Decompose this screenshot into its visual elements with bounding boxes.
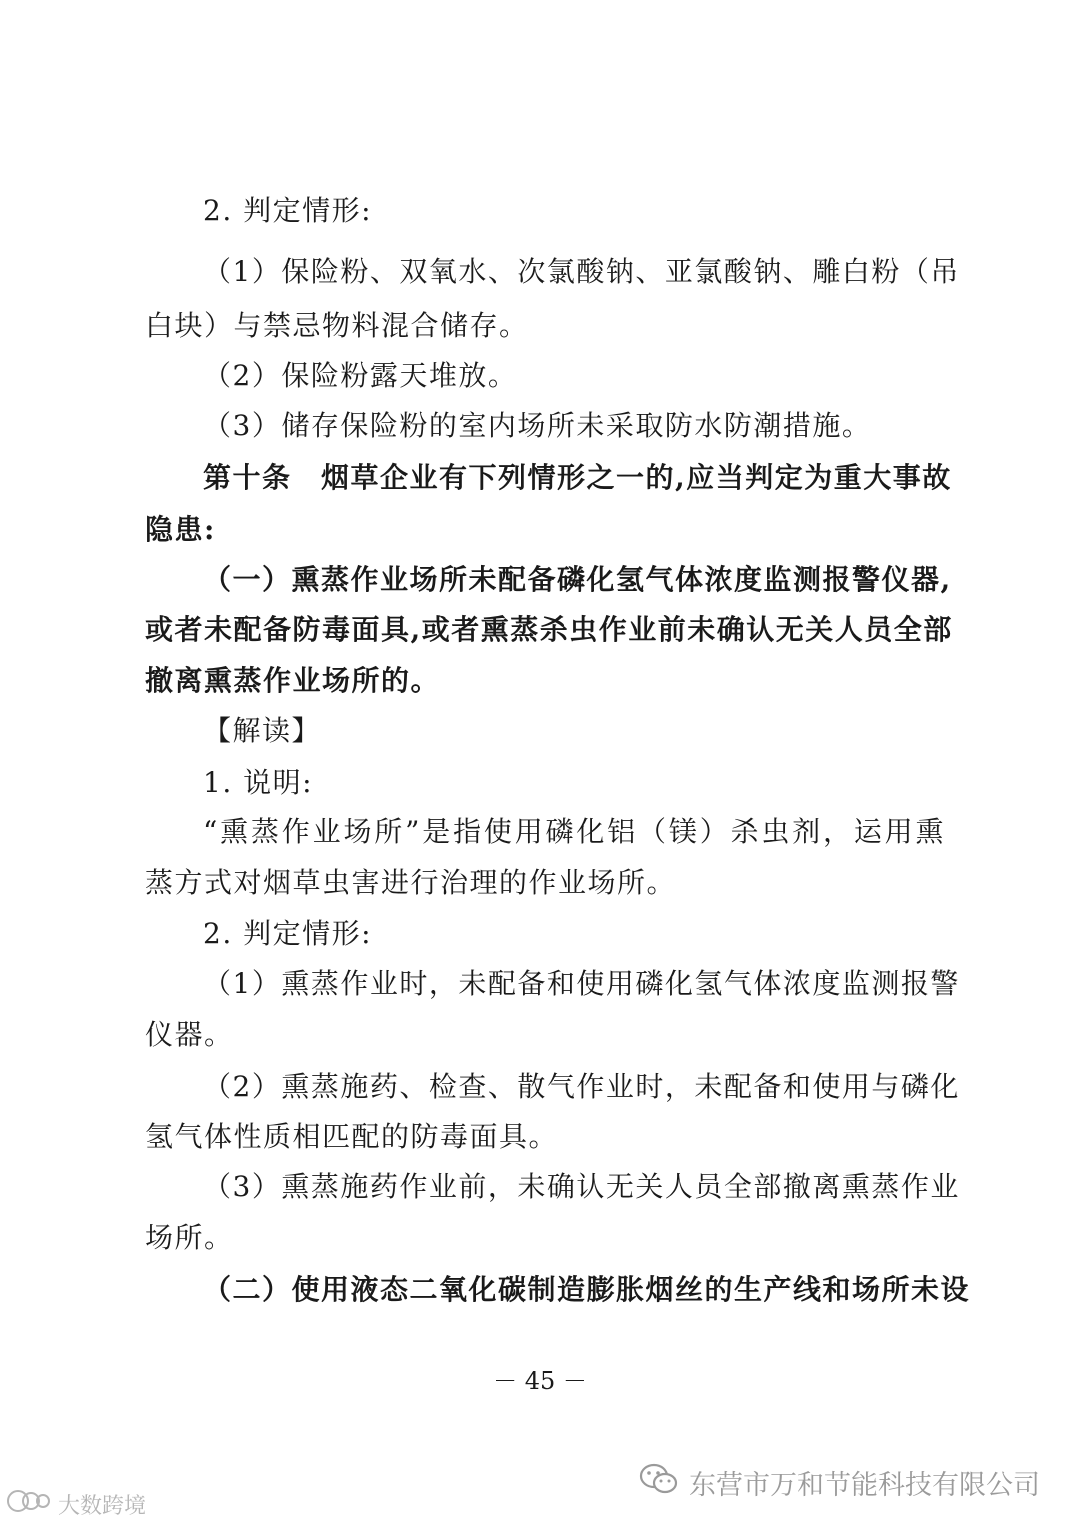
wechat-icon [639,1462,679,1503]
paragraph-line: （3）熏蒸施药作业前，未确认无关人员全部撤离熏蒸作业 [203,1170,960,1203]
paragraph-line: （1）熏蒸作业时，未配备和使用磷化氢气体浓度监测报警 [203,967,960,1000]
clause-line: （一）熏蒸作业场所未配备磷化氢气体浓度监测报警仪器, [203,563,952,596]
paragraph-line: 蒸方式对烟草虫害进行治理的作业场所。 [145,866,677,899]
clause-line: 或者未配备防毒面具,或者熏蒸杀虫作业前未确认无关人员全部 [145,613,953,646]
site-logo-icon [6,1488,52,1520]
page-number: － 45 － [493,1367,587,1395]
clause-line: 撤离熏蒸作业场所的。 [145,664,441,697]
paragraph-line: （2）保险粉露天堆放。 [203,359,518,392]
paragraph-line: （1）保险粉、双氧水、次氯酸钠、亚氯酸钠、雕白粉（吊 [203,255,960,288]
paragraph-line: “熏蒸作业场所”是指使用磷化铝（镁）杀虫剂，运用熏 [203,815,945,848]
site-name: 大数跨境 [58,1493,147,1519]
article-heading-cont: 隐患: [145,513,216,546]
subheading-judgement: 2. 判定情形: [203,917,373,950]
paragraph-line: 氢气体性质相匹配的防毒面具。 [145,1120,559,1153]
account-watermark [639,1462,1040,1502]
interpretation-heading: 【解读】 [203,714,322,747]
paragraph-line: （2）熏蒸施药、检查、散气作业时，未配备和使用与磷化 [203,1070,960,1103]
paragraph-line: 仪器。 [145,1018,234,1051]
paragraph-line: 白块）与禁忌物料混合储存。 [145,309,529,342]
subheading-judgement: 2. 判定情形: [203,194,373,227]
account-name: 东营市万和节能科技有限公司 [689,1469,1040,1501]
article-heading: 第十条 烟草企业有下列情形之一的,应当判定为重大事故 [203,461,952,494]
paragraph-line: 场所。 [145,1221,234,1254]
subheading-explanation: 1. 说明: [203,766,314,799]
clause-line: （二）使用液态二氧化碳制造膨胀烟丝的生产线和场所未设 [203,1273,971,1306]
paragraph-line: （3）储存保险粉的室内场所未采取防水防潮措施。 [203,409,872,442]
site-watermark [6,1488,146,1520]
